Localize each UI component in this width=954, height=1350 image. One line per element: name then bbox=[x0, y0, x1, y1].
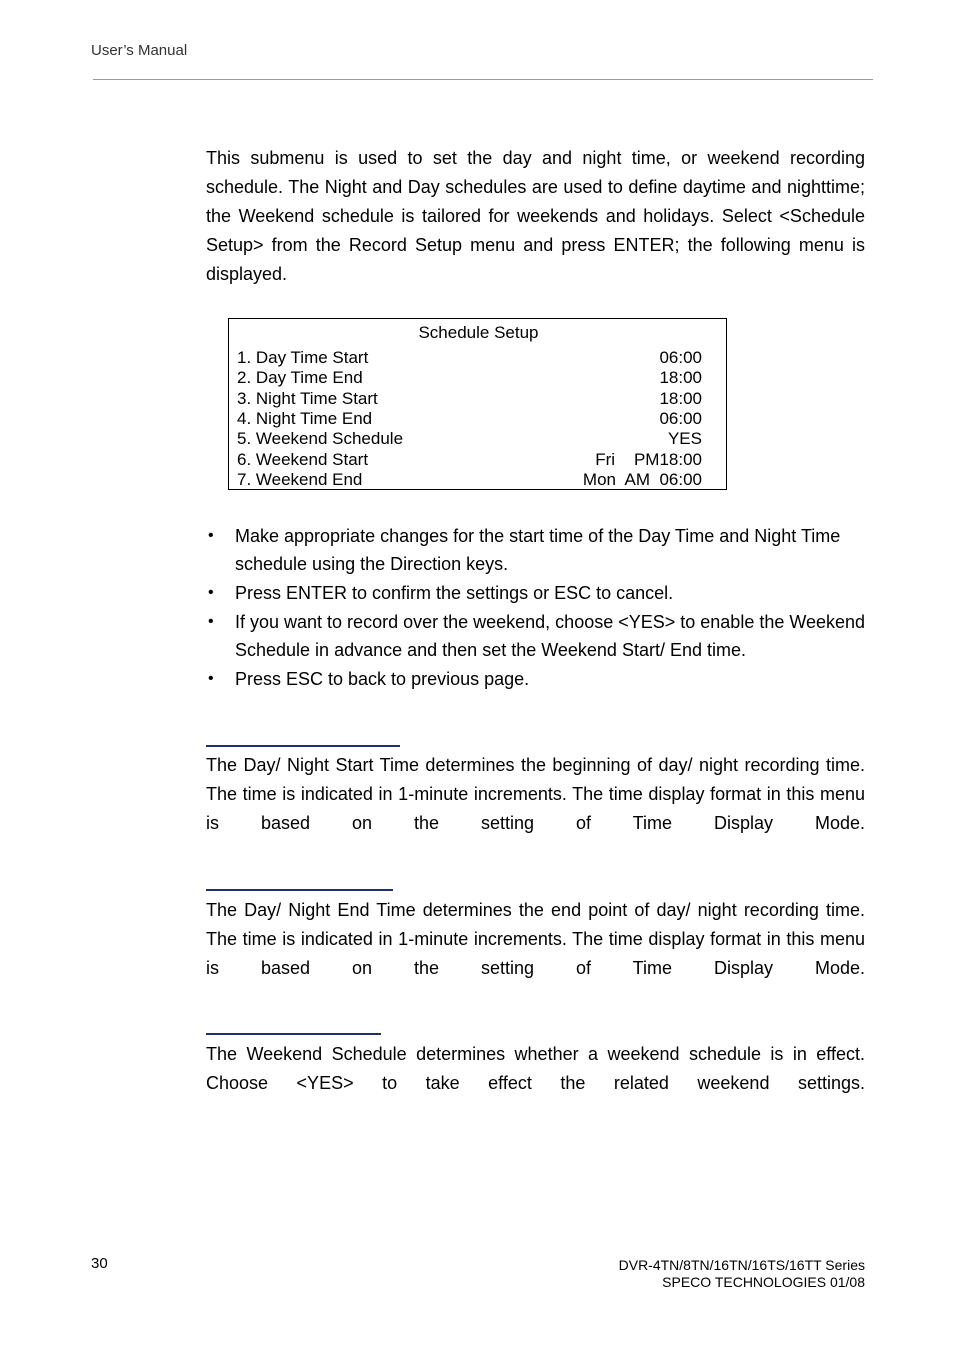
menu-row-value: 18:00 bbox=[659, 389, 702, 408]
menu-row-label: 5. Weekend Schedule bbox=[237, 429, 404, 448]
section-heading-underline bbox=[206, 1033, 381, 1035]
list-item-text: If you want to record over the weekend, choose <YES> to enable the Weekend Schedule in advance and then set the Weekend Start/ End time. bbox=[235, 612, 866, 660]
menu-row-night-time-start bbox=[237, 389, 702, 409]
menu-row-value: 06:00 bbox=[659, 348, 702, 367]
menu-row-value: Fri PM18:00 bbox=[595, 450, 702, 469]
menu-row-value: 06:00 bbox=[659, 409, 702, 428]
bullet-icon: • bbox=[208, 613, 214, 630]
footer-series: DVR-4TN/8TN/16TN/16TS/16TT Series bbox=[618, 1257, 865, 1273]
schedule-title-text: Schedule Setup bbox=[418, 323, 539, 342]
list-item bbox=[206, 665, 876, 693]
footer-company: SPECO TECHNOLOGIES 01/08 bbox=[662, 1274, 865, 1290]
section-heading-underline bbox=[206, 889, 393, 891]
menu-row-day-time-start bbox=[237, 348, 702, 368]
instruction-list bbox=[206, 522, 876, 694]
footer-info bbox=[619, 1257, 865, 1291]
page-number: 30 bbox=[91, 1255, 108, 1272]
bullet-icon: • bbox=[208, 670, 214, 687]
header-divider bbox=[93, 79, 873, 80]
schedule-setup-title bbox=[229, 323, 728, 343]
section-heading-underline bbox=[206, 745, 400, 747]
section-paragraph: The Day/ Night End Time determines the end point of day/ night recording time. The time is indicated in 1-minute increments. The time display format in this menu is based on the setting of Time Display Mode. bbox=[206, 900, 865, 978]
list-item-text: Press ENTER to confirm the settings or ESC to cancel. bbox=[235, 583, 674, 603]
bullet-icon: • bbox=[208, 527, 214, 544]
schedule-setup-menu bbox=[228, 318, 727, 490]
menu-row-label: 4. Night Time End bbox=[237, 409, 373, 428]
running-header: User’s Manual bbox=[91, 42, 188, 59]
menu-row-day-time-end bbox=[237, 368, 702, 388]
list-item bbox=[206, 579, 876, 607]
menu-row-night-time-end bbox=[237, 409, 702, 429]
list-item bbox=[206, 522, 876, 578]
section-paragraph: The Weekend Schedule determines whether a weekend schedule is in effect. Choose <YES> to take effect the related weekend settings. bbox=[206, 1044, 865, 1093]
list-item-text: Press ESC to back to previous page. bbox=[235, 669, 530, 689]
menu-row-value: YES bbox=[667, 429, 702, 448]
list-item-text: Make appropriate changes for the start time of the Day Time and Night Time schedule using the Direction keys. bbox=[235, 526, 841, 574]
intro-paragraph: This submenu is used to set the day and night time, or weekend recording schedule. The Night and Day schedules are used to define daytime and nighttime; the Weekend schedule is tailored for weekends and holidays. Select <Schedule Setup> from the Record Setup menu and press ENTER; the following menu is displayed. bbox=[206, 148, 865, 284]
bullet-icon: • bbox=[208, 584, 214, 601]
menu-row-label: 3. Night Time Start bbox=[237, 389, 378, 408]
menu-row-value: 18:00 bbox=[659, 368, 702, 387]
menu-row-label: 1. Day Time Start bbox=[237, 348, 369, 367]
menu-row-weekend-schedule bbox=[237, 429, 702, 449]
menu-row-label: 2. Day Time End bbox=[237, 368, 363, 387]
menu-row-value: Mon AM 06:00 bbox=[582, 470, 702, 489]
menu-row-label: 6. Weekend Start bbox=[237, 450, 369, 469]
list-item bbox=[206, 608, 876, 664]
menu-row-weekend-end bbox=[237, 470, 702, 490]
menu-row-weekend-start bbox=[237, 450, 702, 470]
section-paragraph: The Day/ Night Start Time determines the beginning of day/ night recording time. The time is indicated in 1-minute increments. The time display format in this menu is based on the setting of Time Display Mode. bbox=[206, 755, 865, 833]
menu-row-label: 7. Weekend End bbox=[237, 470, 363, 489]
